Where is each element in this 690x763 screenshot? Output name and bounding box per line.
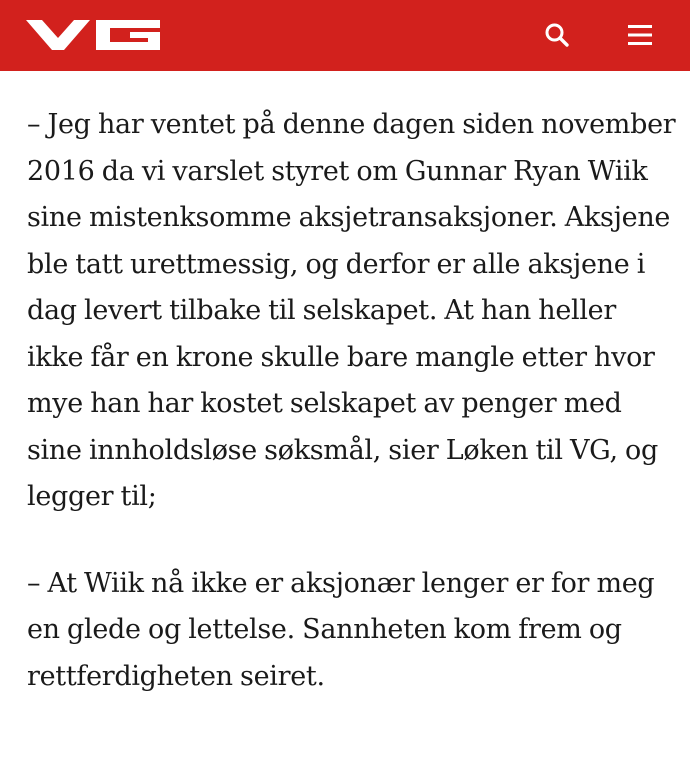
- menu-button[interactable]: [620, 16, 660, 54]
- hamburger-menu-icon: [626, 24, 654, 46]
- article-paragraph: – Jeg har ventet på denne dagen siden november 2016 da vi varslet styret om Gunnar Ryan Wiik sine mistenksomme aksjetransaksjoner. Aksjene ble tatt urettmessig, og derfor er alle aksjene i dag levert tilbake til selskapet. At han heller ikke får en krone skulle bare mangle etter hvor mye han har kostet selskapet av penger med sine innholdsløse søksmål, sier Løken til VG, og legger til;: [27, 109, 676, 512]
- article-body: [27, 102, 677, 700]
- article-paragraph: – At Wiik nå ikke er aksjonær lenger er for meg en glede og lettelse. Sannheten kom frem og rettferdigheten seiret.: [27, 567, 655, 692]
- top-bar: [0, 0, 690, 71]
- vg-logo[interactable]: [26, 20, 162, 50]
- search-button[interactable]: [538, 16, 576, 54]
- vg-logo-icon: [26, 20, 162, 50]
- search-icon: [544, 22, 570, 48]
